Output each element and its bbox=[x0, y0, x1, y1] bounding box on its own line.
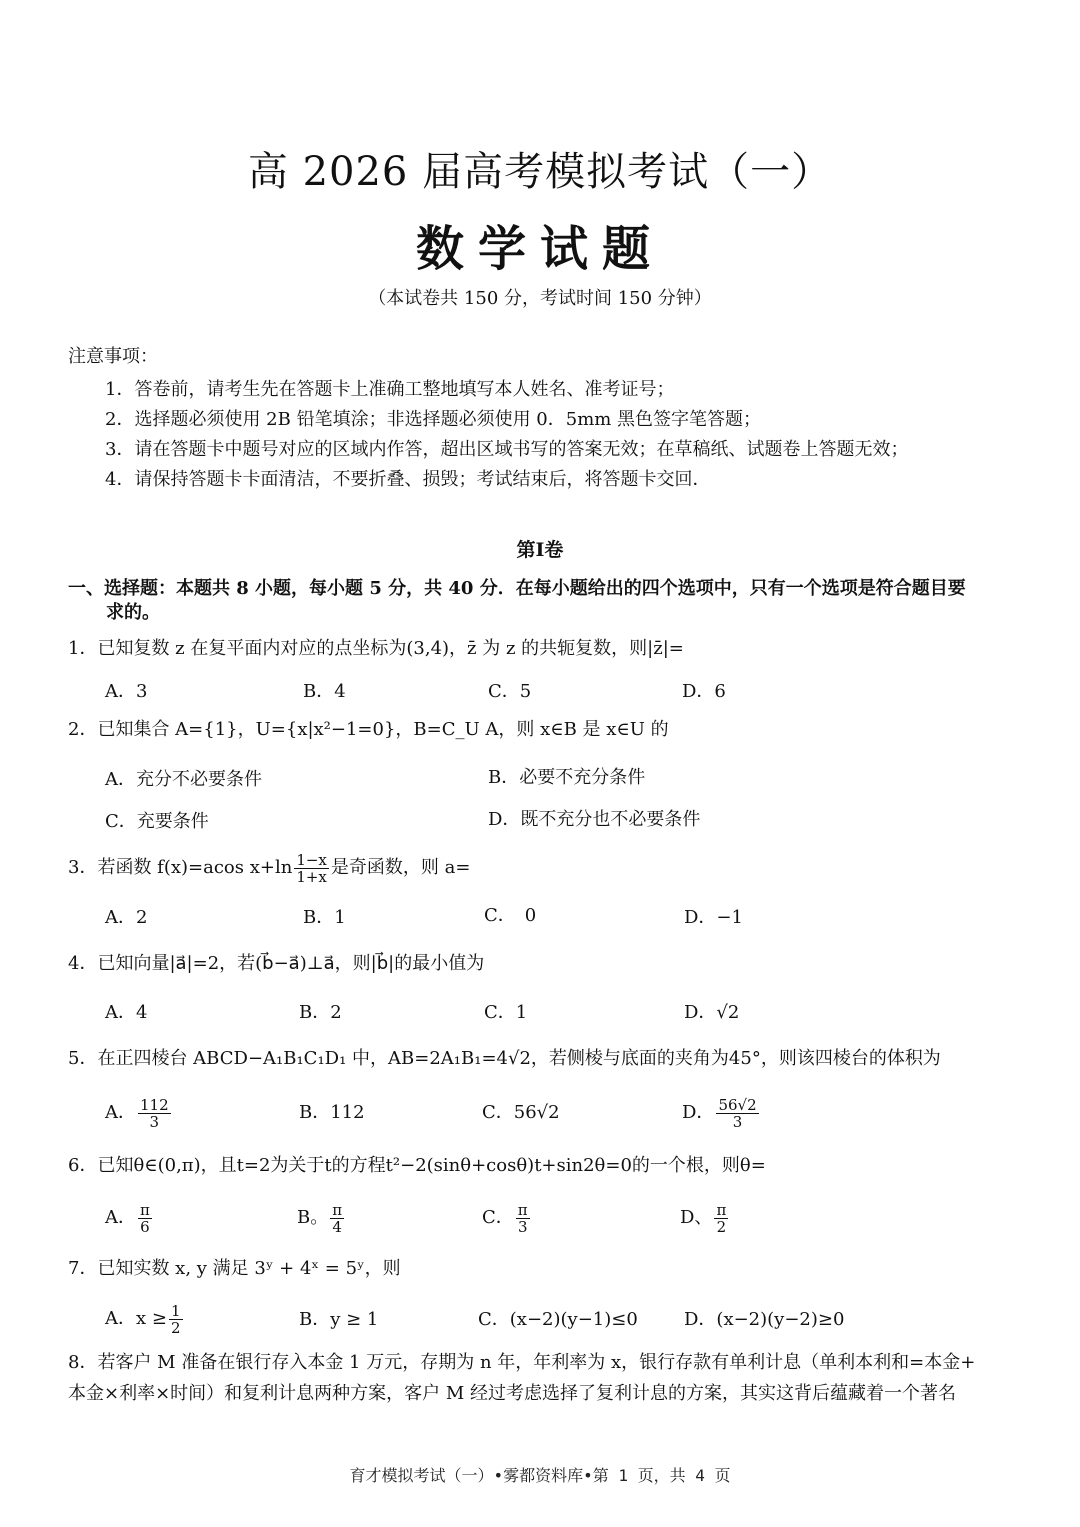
q3-option-d: D．−1 bbox=[684, 907, 743, 928]
q7-option-a bbox=[105, 1299, 185, 1339]
q2-option-a: A．充分不必要条件 bbox=[105, 769, 262, 790]
q5-d-num: 56√2 bbox=[718, 1095, 757, 1114]
q6-option-c-label: C． bbox=[482, 1207, 514, 1228]
q6-option-b-label: B。 bbox=[297, 1207, 329, 1228]
q3-option-c: C． 0 bbox=[484, 905, 537, 926]
q5-option-a bbox=[105, 1093, 173, 1133]
q3-frac-num: 1−x bbox=[296, 850, 327, 869]
q6-c-den: 3 bbox=[517, 1217, 528, 1236]
q3-option-b: B．1 bbox=[303, 907, 346, 928]
q4-option-d: D．√2 bbox=[684, 1002, 740, 1023]
q1-option-a: A．3 bbox=[105, 681, 148, 702]
q7-a-num: 1 bbox=[170, 1301, 181, 1320]
subject-title: 数学试题 bbox=[415, 221, 664, 277]
q6-option-b bbox=[297, 1198, 346, 1238]
question-6-stem: 6．已知θ∈(0,π)，且t=2为关于t的方程t²−2(sinθ+cosθ)t+sin2θ=0的一个根，则θ= bbox=[68, 1155, 766, 1176]
q6-option-d-fraction bbox=[714, 1202, 728, 1235]
q5-option-a-label: A． bbox=[105, 1102, 136, 1123]
question-1-stem: 1．已知复数 z 在复平面内对应的点坐标为(3,4)，z̄ 为 z 的共轭复数，则|z̄|= bbox=[68, 638, 684, 659]
q6-b-den: 4 bbox=[332, 1217, 342, 1236]
q1-option-d: D．6 bbox=[682, 681, 726, 702]
q6-option-d bbox=[680, 1198, 730, 1238]
q7-option-a-label: A．x ≥ bbox=[105, 1308, 167, 1329]
q3-fraction bbox=[294, 852, 329, 885]
q5-option-c: C．56√2 bbox=[482, 1102, 560, 1123]
q5-d-den: 3 bbox=[732, 1112, 743, 1131]
q5-a-num: 112 bbox=[140, 1095, 169, 1114]
q6-c-num: π bbox=[517, 1200, 528, 1219]
q6-option-d-label: D、 bbox=[680, 1207, 713, 1228]
notice-title: 注意事项： bbox=[68, 346, 158, 367]
question-4-stem: 4．已知向量|a⃗|=2，若(b⃗−a⃗)⊥a⃗，则|b⃗|的最小值为 bbox=[68, 953, 485, 974]
q1-option-b: B．4 bbox=[303, 681, 346, 702]
section-title: 第I卷 bbox=[516, 539, 564, 561]
q6-option-c-fraction bbox=[516, 1202, 530, 1235]
q6-option-a bbox=[105, 1198, 154, 1238]
q4-option-c: C．1 bbox=[484, 1002, 528, 1023]
q7-option-a-fraction bbox=[169, 1303, 183, 1336]
part-heading-cont: 求的。 bbox=[106, 602, 160, 623]
q7-option-c: C．(x−2)(y−1)≤0 bbox=[478, 1309, 638, 1330]
q6-b-num: π bbox=[332, 1200, 343, 1219]
q5-option-d bbox=[682, 1093, 761, 1133]
page-footer: 育才模拟考试（一）•雾都资料库•第 1 页，共 4 页 bbox=[349, 1466, 731, 1485]
q5-option-a-fraction bbox=[138, 1097, 171, 1130]
q2-option-d: D．既不充分也不必要条件 bbox=[488, 809, 701, 830]
q6-option-a-label: A． bbox=[105, 1207, 136, 1228]
exam-info: （本试卷共 150 分，考试时间 150 分钟） bbox=[368, 288, 712, 309]
q2-option-c: C．充要条件 bbox=[105, 811, 209, 832]
q1-option-c: C．5 bbox=[488, 681, 532, 702]
notice-item: 2．选择题必须使用 2B 铅笔填涂；非选择题必须使用 0．5mm 黑色签字笔答题； bbox=[105, 409, 762, 430]
q4-option-b: B．2 bbox=[299, 1002, 342, 1023]
exam-title: 高 2026 届高考模拟考试（一） bbox=[247, 149, 833, 195]
q4-option-a: A．4 bbox=[105, 1002, 148, 1023]
q6-d-num: π bbox=[716, 1200, 727, 1219]
q7-a-den: 2 bbox=[170, 1318, 181, 1337]
q6-a-num: π bbox=[140, 1200, 150, 1219]
part-heading: 一、选择题：本题共 8 小题，每小题 5 分，共 40 分．在每小题给出的四个选项中，只有一个选项是符合题目要 bbox=[68, 578, 966, 599]
question-8-line-1: 8．若客户 M 准备在银行存入本金 1 万元，存期为 n 年，年利率为 x，银行存款有单利计息（单利本利和=本金+ bbox=[68, 1352, 976, 1373]
q7-option-b: B．y ≥ 1 bbox=[299, 1309, 379, 1330]
notice-item: 1．答卷前，请考生先在答题卡上准确工整地填写本人姓名、准考证号； bbox=[105, 379, 675, 400]
q5-option-d-fraction bbox=[716, 1097, 758, 1130]
q6-option-c bbox=[482, 1198, 532, 1238]
q5-option-b: B．112 bbox=[299, 1102, 365, 1123]
q6-option-a-fraction bbox=[138, 1202, 152, 1235]
question-3-stem bbox=[68, 846, 470, 890]
q3-option-a: A．2 bbox=[105, 907, 148, 928]
question-7-stem: 7．已知实数 x, y 满足 3ʸ + 4ˣ = 5ʸ，则 bbox=[68, 1258, 401, 1279]
q7-option-d: D．(x−2)(y−2)≥0 bbox=[684, 1309, 845, 1330]
q3-frac-den: 1+x bbox=[296, 867, 327, 886]
q6-option-b-fraction bbox=[330, 1202, 344, 1235]
question-8-line-2: 本金×利率×时间）和复利计息两种方案，客户 M 经过考虑选择了复利计息的方案，其实这背后蕴藏着一个著名 bbox=[68, 1383, 957, 1404]
q3-stem-post: 是奇函数，则 a= bbox=[330, 857, 471, 878]
notice-item: 3．请在答题卡中题号对应的区域内作答，超出区域书写的答案无效；在草稿纸、试题卷上答题无效； bbox=[105, 439, 909, 460]
q5-a-den: 3 bbox=[149, 1112, 160, 1131]
q5-option-d-label: D． bbox=[682, 1102, 715, 1123]
notice-item: 4．请保持答题卡卡面清洁，不要折叠、损毁；考试结束后，将答题卡交回． bbox=[105, 469, 711, 490]
q6-a-den: 6 bbox=[140, 1217, 150, 1236]
question-2-stem: 2．已知集合 A={1}，U={x|x²−1=0}，B=C_U A，则 x∈B 是 x∈U 的 bbox=[68, 719, 669, 740]
q3-stem-pre: 3．若函数 f(x)=acos x+ln bbox=[68, 857, 293, 878]
question-5-stem: 5．在正四棱台 ABCD−A₁B₁C₁D₁ 中，AB=2A₁B₁=4√2，若侧棱与底面的夹角为45°，则该四棱台的体积为 bbox=[68, 1048, 941, 1069]
q6-d-den: 2 bbox=[716, 1217, 727, 1236]
q2-option-b: B．必要不充分条件 bbox=[488, 767, 646, 788]
